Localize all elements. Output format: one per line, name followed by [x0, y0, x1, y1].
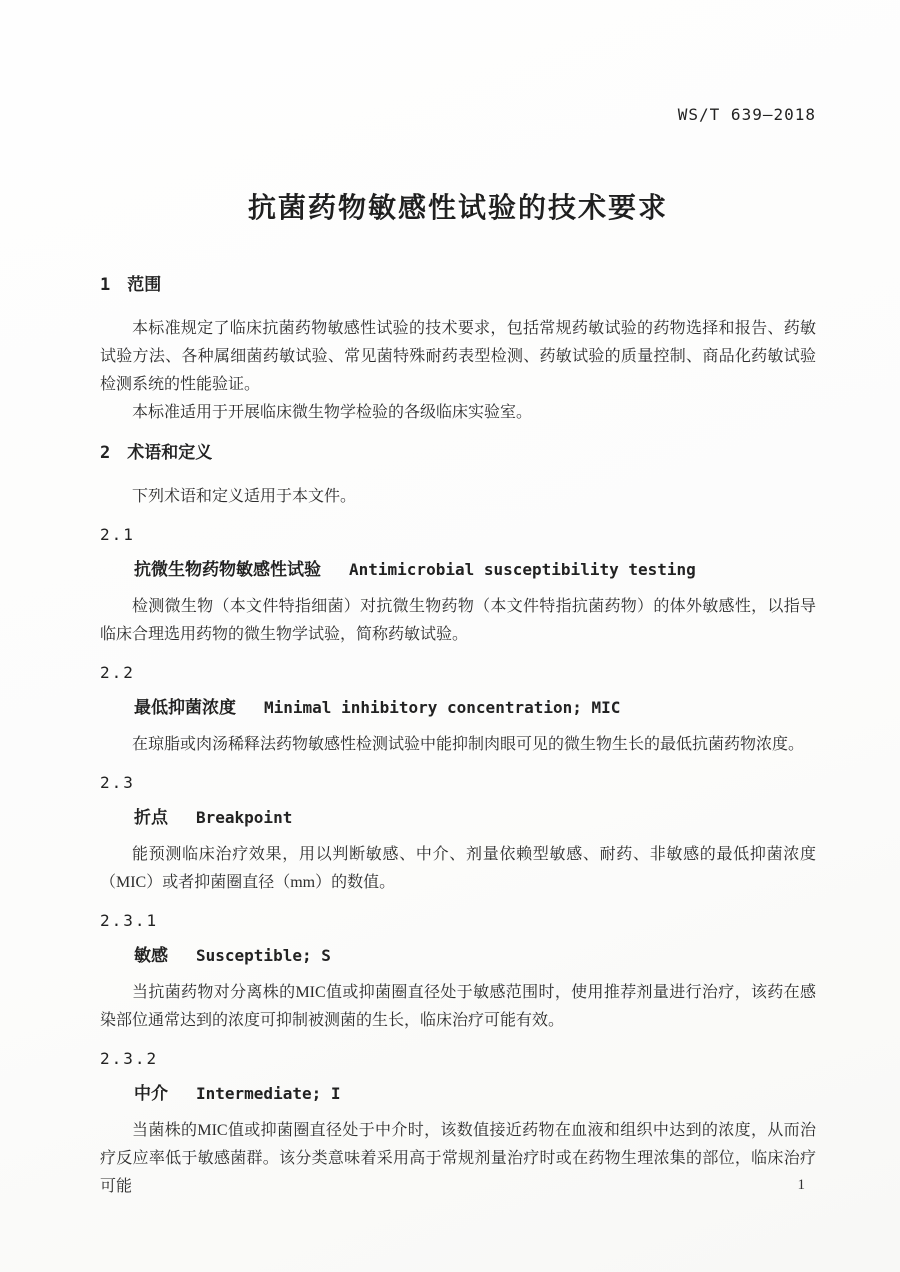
section-title: 范围 — [127, 275, 162, 294]
term-block — [100, 523, 816, 649]
term-definition: 当菌株的MIC值或抑菌圈直径处于中介时，该数值接近药物在血液和组织中达到的浓度，从而治疗反应率低于敏感菌群。该分类意味着采用高于常规剂量治疗时或在药物生理浓集的部位，临床治疗可能 — [100, 1122, 816, 1195]
term-definition: 在琼脂或肉汤稀释法药物敏感性检测试验中能抑制肉眼可见的微生物生长的最低抗菌药物浓度。 — [132, 736, 805, 753]
document-body — [100, 273, 816, 1201]
term-heading — [100, 557, 816, 583]
section-title: 术语和定义 — [127, 443, 213, 462]
term-block — [100, 661, 816, 759]
clause-number: 2.2 — [100, 663, 135, 682]
term-heading — [100, 805, 816, 831]
section-number: 2 — [100, 443, 112, 463]
term-heading — [100, 943, 816, 969]
section-terms-definitions — [100, 441, 816, 1201]
term-heading — [100, 1081, 816, 1107]
document-title: 抗菌药物敏感性试验的技术要求 — [247, 192, 668, 223]
term-block — [100, 771, 816, 897]
term-heading — [100, 695, 816, 721]
term-chinese: 折点 — [134, 808, 168, 827]
term-english: Breakpoint — [196, 808, 293, 827]
term-chinese: 最低抑菌浓度 — [134, 698, 236, 717]
term-chinese: 敏感 — [134, 946, 168, 965]
term-definition: 能预测临床治疗效果，用以判断敏感、中介、剂量依赖型敏感、耐药、非敏感的最低抑菌浓度（MIC）或者抑菌圈直径（mm）的数值。 — [100, 846, 816, 891]
section-heading — [100, 441, 816, 465]
term-block — [100, 1047, 816, 1201]
term-block — [100, 909, 816, 1035]
standard-code: WS/T 639—2018 — [677, 105, 816, 124]
paragraph: 本标准适用于开展临床微生物学检验的各级临床实验室。 — [132, 404, 533, 421]
term-english: Susceptible; S — [196, 946, 331, 965]
paragraph: 本标准规定了临床抗菌药物敏感性试验的技术要求，包括常规药敏试验的药物选择和报告、药敏试验方法、各种属细菌药敏试验、常见菌特殊耐药表型检测、药敏试验的质量控制、商品化药敏试验检测系统的性能验证。 — [100, 320, 816, 393]
clause-number: 2.3.2 — [100, 1049, 159, 1068]
section-scope — [100, 273, 816, 427]
term-english: Antimicrobial susceptibility testing — [349, 560, 696, 579]
term-definition: 当抗菌药物对分离株的MIC值或抑菌圈直径处于敏感范围时，使用推荐剂量进行治疗，该药在感染部位通常达到的浓度可抑制被测菌的生长，临床治疗可能有效。 — [100, 984, 816, 1029]
paragraph: 下列术语和定义适用于本文件。 — [132, 488, 357, 505]
page-footer — [798, 1176, 806, 1194]
page-number: 1 — [797, 1177, 805, 1193]
document-header — [100, 0, 816, 127]
term-english: Minimal inhibitory concentration; MIC — [264, 698, 621, 717]
clause-number: 2.3.1 — [100, 911, 159, 930]
term-chinese: 中介 — [134, 1084, 168, 1103]
clause-number: 2.1 — [100, 525, 135, 544]
term-english: Intermediate; I — [196, 1084, 341, 1103]
term-definition: 检测微生物（本文件特指细菌）对抗微生物药物（本文件特指抗菌药物）的体外敏感性，以指导临床合理选用药物的微生物学试验，简称药敏试验。 — [100, 598, 816, 643]
clause-number: 2.3 — [100, 773, 135, 792]
section-number: 1 — [100, 275, 112, 295]
term-chinese: 抗微生物药物敏感性试验 — [134, 560, 321, 579]
section-heading — [100, 273, 816, 297]
